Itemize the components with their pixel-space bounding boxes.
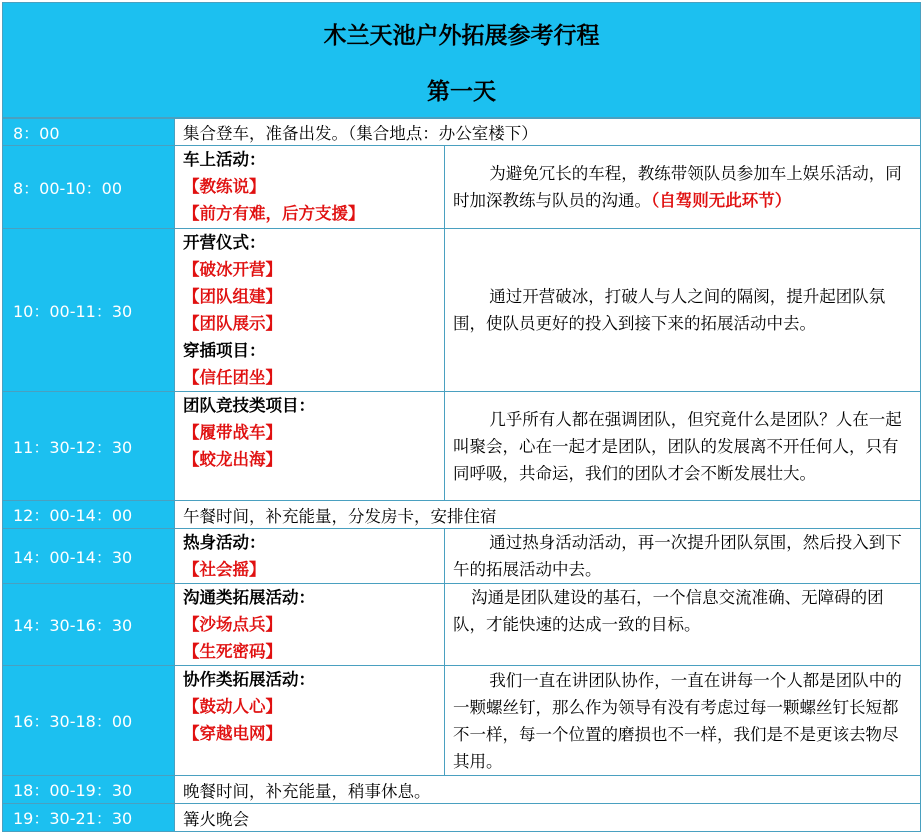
activity-item: 【教练说】 xyxy=(183,177,266,196)
description-cell xyxy=(445,146,921,229)
description-text: 沟通是团队建设的基石，一个信息交流准确、无障碍的团队，才能快速的达成一致的目标。 xyxy=(453,588,884,634)
description-text: 我们一直在讲团队协作，一直在讲每一个人都是团队中的一颗螺丝钉，那么作为领导有没有考虑过每一颗螺丝钉长短都不一样，每一个位置的磨损也不一样，我们是不是更该去物尽其用。 xyxy=(453,670,902,771)
page-title: 木兰天池户外拓展参考行程 xyxy=(323,22,600,49)
time-cell: 16：30-18：00 xyxy=(3,666,175,776)
activity-item: 【蛟龙出海】 xyxy=(183,450,282,469)
activity-item: 【鼓动人心】 xyxy=(183,697,282,716)
time-cell: 12：00-14：00 xyxy=(3,501,175,529)
schedule-row xyxy=(3,146,921,229)
activity-item: 【履带战车】 xyxy=(183,423,282,442)
activity-heading: 热身活动： xyxy=(183,533,266,552)
activity-item: 【破冰开营】 xyxy=(183,260,282,279)
itinerary-page xyxy=(2,2,921,833)
activity-cell xyxy=(175,146,445,229)
description-cell xyxy=(445,392,921,501)
schedule-row xyxy=(3,119,921,146)
time-cell: 14：30-16：30 xyxy=(3,584,175,666)
activity-item: 【信任团坐】 xyxy=(183,368,282,387)
schedule-row xyxy=(3,229,921,392)
full-row-text: 午餐时间，补充能量，分发房卡，安排住宿 xyxy=(175,501,921,529)
description-note: （自驾则无此环节） xyxy=(651,191,792,210)
activity-item: 【沙场点兵】 xyxy=(183,615,282,634)
day-title: 第一天 xyxy=(427,78,496,105)
activity-heading: 穿插项目： xyxy=(183,341,266,360)
time-cell: 8：00 xyxy=(3,119,175,146)
time-cell: 8：00-10：00 xyxy=(3,146,175,229)
activity-heading: 沟通类拓展活动： xyxy=(183,588,315,607)
description-cell xyxy=(445,529,921,584)
schedule-row xyxy=(3,392,921,501)
description-cell xyxy=(445,584,921,666)
description-text: 为避免冗长的车程，教练带领队员参加车上娱乐活动，同时加深教练与队员的沟通。 xyxy=(453,164,902,210)
title-block xyxy=(2,2,921,118)
schedule-row xyxy=(3,776,921,804)
time-cell: 14：00-14：30 xyxy=(3,529,175,584)
activity-heading: 协作类拓展活动： xyxy=(183,670,315,689)
description-cell xyxy=(445,666,921,776)
schedule-row xyxy=(3,584,921,666)
time-cell: 10：00-11：30 xyxy=(3,229,175,392)
activity-cell xyxy=(175,666,445,776)
description-text: 几乎所有人都在强调团队，但究竟什么是团队？人在一起叫聚会，心在一起才是团队，团队的发展离不开任何人，只有同呼吸，共命运，我们的团队才会不断发展壮大。 xyxy=(453,409,902,483)
activity-item: 【团队组建】 xyxy=(183,287,282,306)
schedule-row xyxy=(3,666,921,776)
activity-heading: 团队竞技类项目： xyxy=(183,396,315,415)
time-cell: 11：30-12：30 xyxy=(3,392,175,501)
activity-item: 【团队展示】 xyxy=(183,314,282,333)
description-cell xyxy=(445,229,921,392)
schedule-table xyxy=(2,118,921,832)
activity-cell xyxy=(175,392,445,501)
activity-item: 【生死密码】 xyxy=(183,642,282,661)
activity-item: 【穿越电网】 xyxy=(183,724,282,743)
description-text: 通过开营破冰，打破人与人之间的隔阂，提升起团队氛围，使队员更好的投入到接下来的拓展活动中去。 xyxy=(453,287,886,333)
time-cell: 19：30-21：30 xyxy=(3,804,175,832)
activity-item: 【前方有难，后方支援】 xyxy=(183,204,365,223)
activity-cell xyxy=(175,229,445,392)
full-row-text: 晚餐时间，补充能量，稍事休息。 xyxy=(175,776,921,804)
activity-item: 【社会摇】 xyxy=(183,560,266,579)
full-row-text: 篝火晚会 xyxy=(175,804,921,832)
activity-cell xyxy=(175,584,445,666)
full-row-text: 集合登车，准备出发。（集合地点：办公室楼下） xyxy=(175,119,921,146)
activity-cell xyxy=(175,529,445,584)
schedule-row xyxy=(3,529,921,584)
schedule-row xyxy=(3,804,921,832)
activity-heading: 开营仪式： xyxy=(183,233,266,252)
activity-heading: 车上活动： xyxy=(183,150,266,169)
time-cell: 18：00-19：30 xyxy=(3,776,175,804)
description-text: 通过热身活动活动，再一次提升团队氛围，然后投入到下午的拓展活动中去。 xyxy=(453,533,902,579)
schedule-row xyxy=(3,501,921,529)
